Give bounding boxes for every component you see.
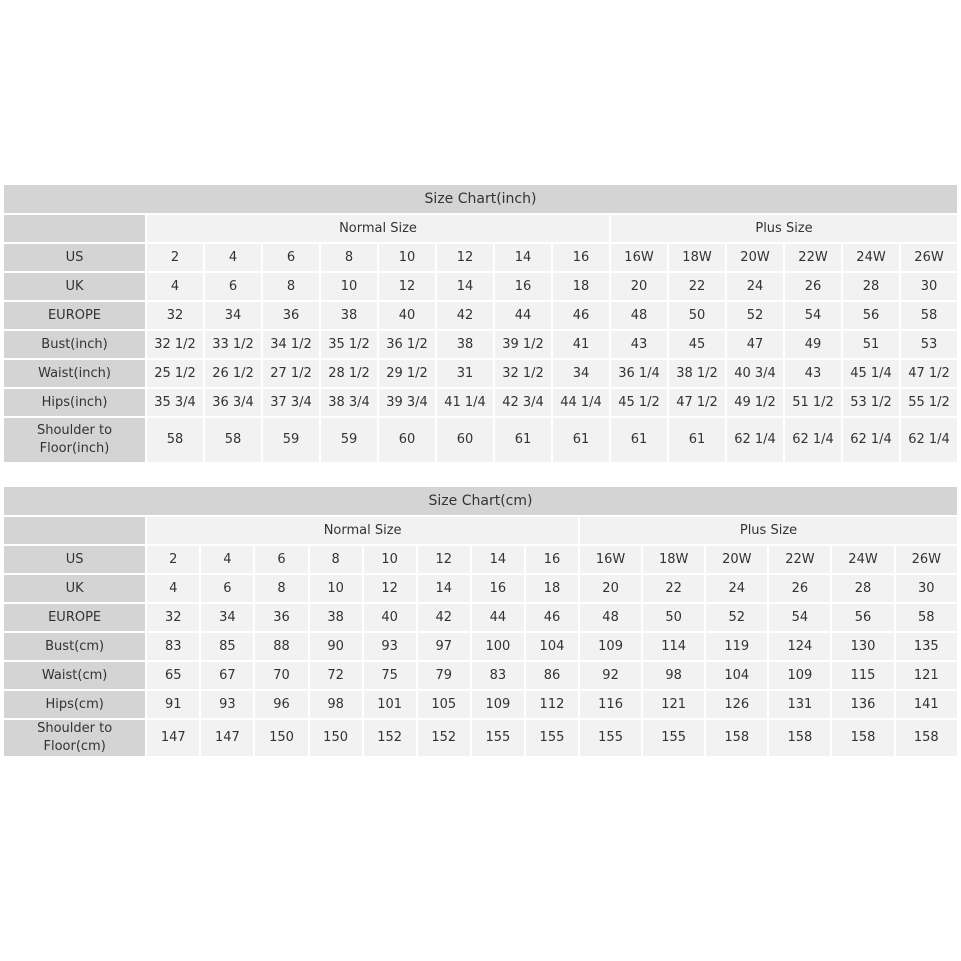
size-value-cell: 116 [580,691,641,718]
size-value-cell: 16W [611,244,667,271]
size-value-cell: 158 [769,720,830,756]
size-value-cell: 26 [769,575,830,602]
size-value-cell: 131 [769,691,830,718]
size-value-cell: 83 [472,662,524,689]
size-value-cell: 98 [643,662,704,689]
size-value-cell: 45 1/2 [611,389,667,416]
row-label: Hips(cm) [4,691,145,718]
size-value-cell: 39 1/2 [495,331,551,358]
table-row [4,604,957,631]
size-value-cell: 62 1/4 [901,418,957,462]
size-value-cell: 40 [379,302,435,329]
size-value-cell: 34 [553,360,609,387]
size-value-cell: 52 [727,302,783,329]
size-value-cell: 10 [379,244,435,271]
size-chart-inch-table [2,183,959,464]
size-value-cell: 31 [437,360,493,387]
size-value-cell: 32 1/2 [147,331,203,358]
table-row [4,273,957,300]
size-value-cell: 47 1/2 [901,360,957,387]
size-value-cell: 50 [643,604,704,631]
size-value-cell: 22 [669,273,725,300]
table-row [4,389,957,416]
size-value-cell: 38 [310,604,362,631]
table-row [4,418,957,462]
size-value-cell: 58 [205,418,261,462]
size-value-cell: 91 [147,691,199,718]
size-value-cell: 49 1/2 [727,389,783,416]
size-value-cell: 47 1/2 [669,389,725,416]
size-value-cell: 104 [706,662,767,689]
size-value-cell: 58 [896,604,957,631]
size-value-cell: 96 [255,691,307,718]
size-value-cell: 61 [669,418,725,462]
size-value-cell: 26 [785,273,841,300]
size-value-cell: 79 [418,662,470,689]
size-value-cell: 36 [263,302,319,329]
size-value-cell: 126 [706,691,767,718]
size-value-cell: 29 1/2 [379,360,435,387]
size-value-cell: 112 [526,691,578,718]
size-value-cell: 2 [147,546,199,573]
size-value-cell: 30 [896,575,957,602]
size-value-cell: 43 [611,331,667,358]
size-chart-inch-body [4,244,957,462]
size-value-cell: 22 [643,575,704,602]
size-value-cell: 51 [843,331,899,358]
size-value-cell: 39 3/4 [379,389,435,416]
size-value-cell: 10 [310,575,362,602]
size-value-cell: 56 [832,604,893,631]
row-label: US [4,546,145,573]
size-value-cell: 8 [263,273,319,300]
size-value-cell: 58 [901,302,957,329]
size-value-cell: 93 [201,691,253,718]
size-value-cell: 136 [832,691,893,718]
size-value-cell: 2 [147,244,203,271]
size-value-cell: 20W [727,244,783,271]
table-row [4,662,957,689]
size-value-cell: 62 1/4 [843,418,899,462]
size-value-cell: 61 [495,418,551,462]
size-value-cell: 18W [669,244,725,271]
size-value-cell: 28 [843,273,899,300]
size-value-cell: 54 [785,302,841,329]
size-value-cell: 38 1/2 [669,360,725,387]
row-label: Shoulder to Floor(inch) [4,418,145,462]
size-value-cell: 18W [643,546,704,573]
size-value-cell: 35 3/4 [147,389,203,416]
size-value-cell: 43 [785,360,841,387]
row-label: Waist(cm) [4,662,145,689]
size-value-cell: 22W [769,546,830,573]
plus-size-header: Plus Size [611,215,957,242]
size-value-cell: 8 [310,546,362,573]
size-value-cell: 4 [147,273,203,300]
size-value-cell: 35 1/2 [321,331,377,358]
size-value-cell: 14 [472,546,524,573]
row-label: US [4,244,145,271]
size-value-cell: 61 [611,418,667,462]
table-row [4,546,957,573]
size-value-cell: 44 [495,302,551,329]
size-value-cell: 44 [472,604,524,631]
size-value-cell: 60 [437,418,493,462]
size-value-cell: 101 [364,691,416,718]
chart-title: Size Chart(inch) [4,185,957,213]
size-value-cell: 42 3/4 [495,389,551,416]
size-value-cell: 86 [526,662,578,689]
size-value-cell: 40 [364,604,416,631]
size-value-cell: 59 [263,418,319,462]
table-row [4,360,957,387]
size-value-cell: 41 1/4 [437,389,493,416]
size-value-cell: 119 [706,633,767,660]
size-value-cell: 65 [147,662,199,689]
normal-size-header: Normal Size [147,215,609,242]
size-value-cell: 4 [205,244,261,271]
size-value-cell: 20 [580,575,641,602]
size-value-cell: 152 [364,720,416,756]
size-value-cell: 158 [896,720,957,756]
table-row [4,331,957,358]
size-value-cell: 147 [201,720,253,756]
size-value-cell: 67 [201,662,253,689]
size-value-cell: 25 1/2 [147,360,203,387]
size-value-cell: 93 [364,633,416,660]
size-value-cell: 40 3/4 [727,360,783,387]
size-value-cell: 121 [643,691,704,718]
size-value-cell: 150 [255,720,307,756]
size-value-cell: 46 [526,604,578,631]
row-label: Waist(inch) [4,360,145,387]
size-value-cell: 32 1/2 [495,360,551,387]
size-value-cell: 14 [495,244,551,271]
size-value-cell: 24W [832,546,893,573]
size-value-cell: 6 [263,244,319,271]
size-value-cell: 48 [580,604,641,631]
row-label: Bust(inch) [4,331,145,358]
size-value-cell: 6 [255,546,307,573]
size-value-cell: 115 [832,662,893,689]
size-value-cell: 60 [379,418,435,462]
size-value-cell: 98 [310,691,362,718]
size-value-cell: 36 1/4 [611,360,667,387]
size-value-cell: 53 [901,331,957,358]
size-value-cell: 49 [785,331,841,358]
size-value-cell: 56 [843,302,899,329]
size-value-cell: 32 [147,302,203,329]
size-value-cell: 155 [580,720,641,756]
size-value-cell: 46 [553,302,609,329]
size-value-cell: 24W [843,244,899,271]
size-value-cell: 114 [643,633,704,660]
size-value-cell: 109 [769,662,830,689]
size-value-cell: 45 1/4 [843,360,899,387]
table-row [4,720,957,756]
size-value-cell: 121 [896,662,957,689]
size-value-cell: 12 [364,575,416,602]
size-value-cell: 51 1/2 [785,389,841,416]
size-value-cell: 4 [147,575,199,602]
size-value-cell: 48 [611,302,667,329]
chart-title: Size Chart(cm) [4,487,957,515]
size-value-cell: 52 [706,604,767,631]
size-value-cell: 100 [472,633,524,660]
size-value-cell: 50 [669,302,725,329]
row-label: EUROPE [4,302,145,329]
size-chart-cm-table [2,485,959,758]
size-value-cell: 158 [832,720,893,756]
size-value-cell: 47 [727,331,783,358]
size-value-cell: 34 1/2 [263,331,319,358]
size-value-cell: 10 [364,546,416,573]
size-value-cell: 14 [418,575,470,602]
size-value-cell: 36 3/4 [205,389,261,416]
size-value-cell: 10 [321,273,377,300]
size-value-cell: 61 [553,418,609,462]
row-label: EUROPE [4,604,145,631]
table-row [4,302,957,329]
size-value-cell: 44 1/4 [553,389,609,416]
size-value-cell: 24 [727,273,783,300]
size-value-cell: 22W [785,244,841,271]
size-value-cell: 58 [147,418,203,462]
size-value-cell: 16W [580,546,641,573]
size-value-cell: 33 1/2 [205,331,261,358]
size-value-cell: 14 [437,273,493,300]
size-value-cell: 41 [553,331,609,358]
size-value-cell: 32 [147,604,199,631]
size-value-cell: 6 [205,273,261,300]
size-value-cell: 75 [364,662,416,689]
size-value-cell: 104 [526,633,578,660]
size-value-cell: 20W [706,546,767,573]
size-value-cell: 12 [418,546,470,573]
size-value-cell: 34 [201,604,253,631]
size-value-cell: 24 [706,575,767,602]
size-value-cell: 135 [896,633,957,660]
size-value-cell: 4 [201,546,253,573]
size-value-cell: 70 [255,662,307,689]
size-value-cell: 42 [437,302,493,329]
size-value-cell: 152 [418,720,470,756]
size-value-cell: 141 [896,691,957,718]
table-row [4,575,957,602]
size-value-cell: 36 [255,604,307,631]
size-value-cell: 16 [472,575,524,602]
size-value-cell: 37 3/4 [263,389,319,416]
size-value-cell: 109 [472,691,524,718]
size-value-cell: 72 [310,662,362,689]
row-label: Hips(inch) [4,389,145,416]
normal-size-header: Normal Size [147,517,578,544]
size-value-cell: 28 [832,575,893,602]
size-value-cell: 34 [205,302,261,329]
size-value-cell: 36 1/2 [379,331,435,358]
size-value-cell: 26W [896,546,957,573]
size-value-cell: 38 [437,331,493,358]
size-value-cell: 62 1/4 [727,418,783,462]
header-corner-cell [4,517,145,544]
size-value-cell: 6 [201,575,253,602]
size-value-cell: 38 3/4 [321,389,377,416]
table-row [4,633,957,660]
size-value-cell: 83 [147,633,199,660]
size-value-cell: 158 [706,720,767,756]
size-value-cell: 28 1/2 [321,360,377,387]
size-value-cell: 150 [310,720,362,756]
size-value-cell: 155 [526,720,578,756]
row-label: Shoulder to Floor(cm) [4,720,145,756]
row-label: UK [4,273,145,300]
size-value-cell: 85 [201,633,253,660]
size-value-cell: 18 [526,575,578,602]
size-value-cell: 27 1/2 [263,360,319,387]
size-value-cell: 97 [418,633,470,660]
size-value-cell: 59 [321,418,377,462]
plus-size-header: Plus Size [580,517,957,544]
size-value-cell: 155 [472,720,524,756]
size-value-cell: 12 [379,273,435,300]
table-row [4,691,957,718]
size-value-cell: 18 [553,273,609,300]
size-value-cell: 105 [418,691,470,718]
size-value-cell: 90 [310,633,362,660]
size-value-cell: 124 [769,633,830,660]
size-value-cell: 109 [580,633,641,660]
size-value-cell: 26W [901,244,957,271]
size-value-cell: 62 1/4 [785,418,841,462]
row-label: Bust(cm) [4,633,145,660]
size-value-cell: 54 [769,604,830,631]
size-value-cell: 16 [495,273,551,300]
size-value-cell: 8 [321,244,377,271]
size-value-cell: 92 [580,662,641,689]
size-value-cell: 147 [147,720,199,756]
size-value-cell: 20 [611,273,667,300]
size-value-cell: 30 [901,273,957,300]
table-row [4,244,957,271]
size-chart-cm-body [4,546,957,756]
size-value-cell: 45 [669,331,725,358]
size-value-cell: 42 [418,604,470,631]
size-value-cell: 130 [832,633,893,660]
size-value-cell: 12 [437,244,493,271]
header-corner-cell [4,215,145,242]
size-value-cell: 53 1/2 [843,389,899,416]
row-label: UK [4,575,145,602]
size-value-cell: 26 1/2 [205,360,261,387]
size-value-cell: 155 [643,720,704,756]
size-value-cell: 55 1/2 [901,389,957,416]
size-value-cell: 8 [255,575,307,602]
size-value-cell: 88 [255,633,307,660]
size-value-cell: 16 [526,546,578,573]
size-value-cell: 16 [553,244,609,271]
size-value-cell: 38 [321,302,377,329]
